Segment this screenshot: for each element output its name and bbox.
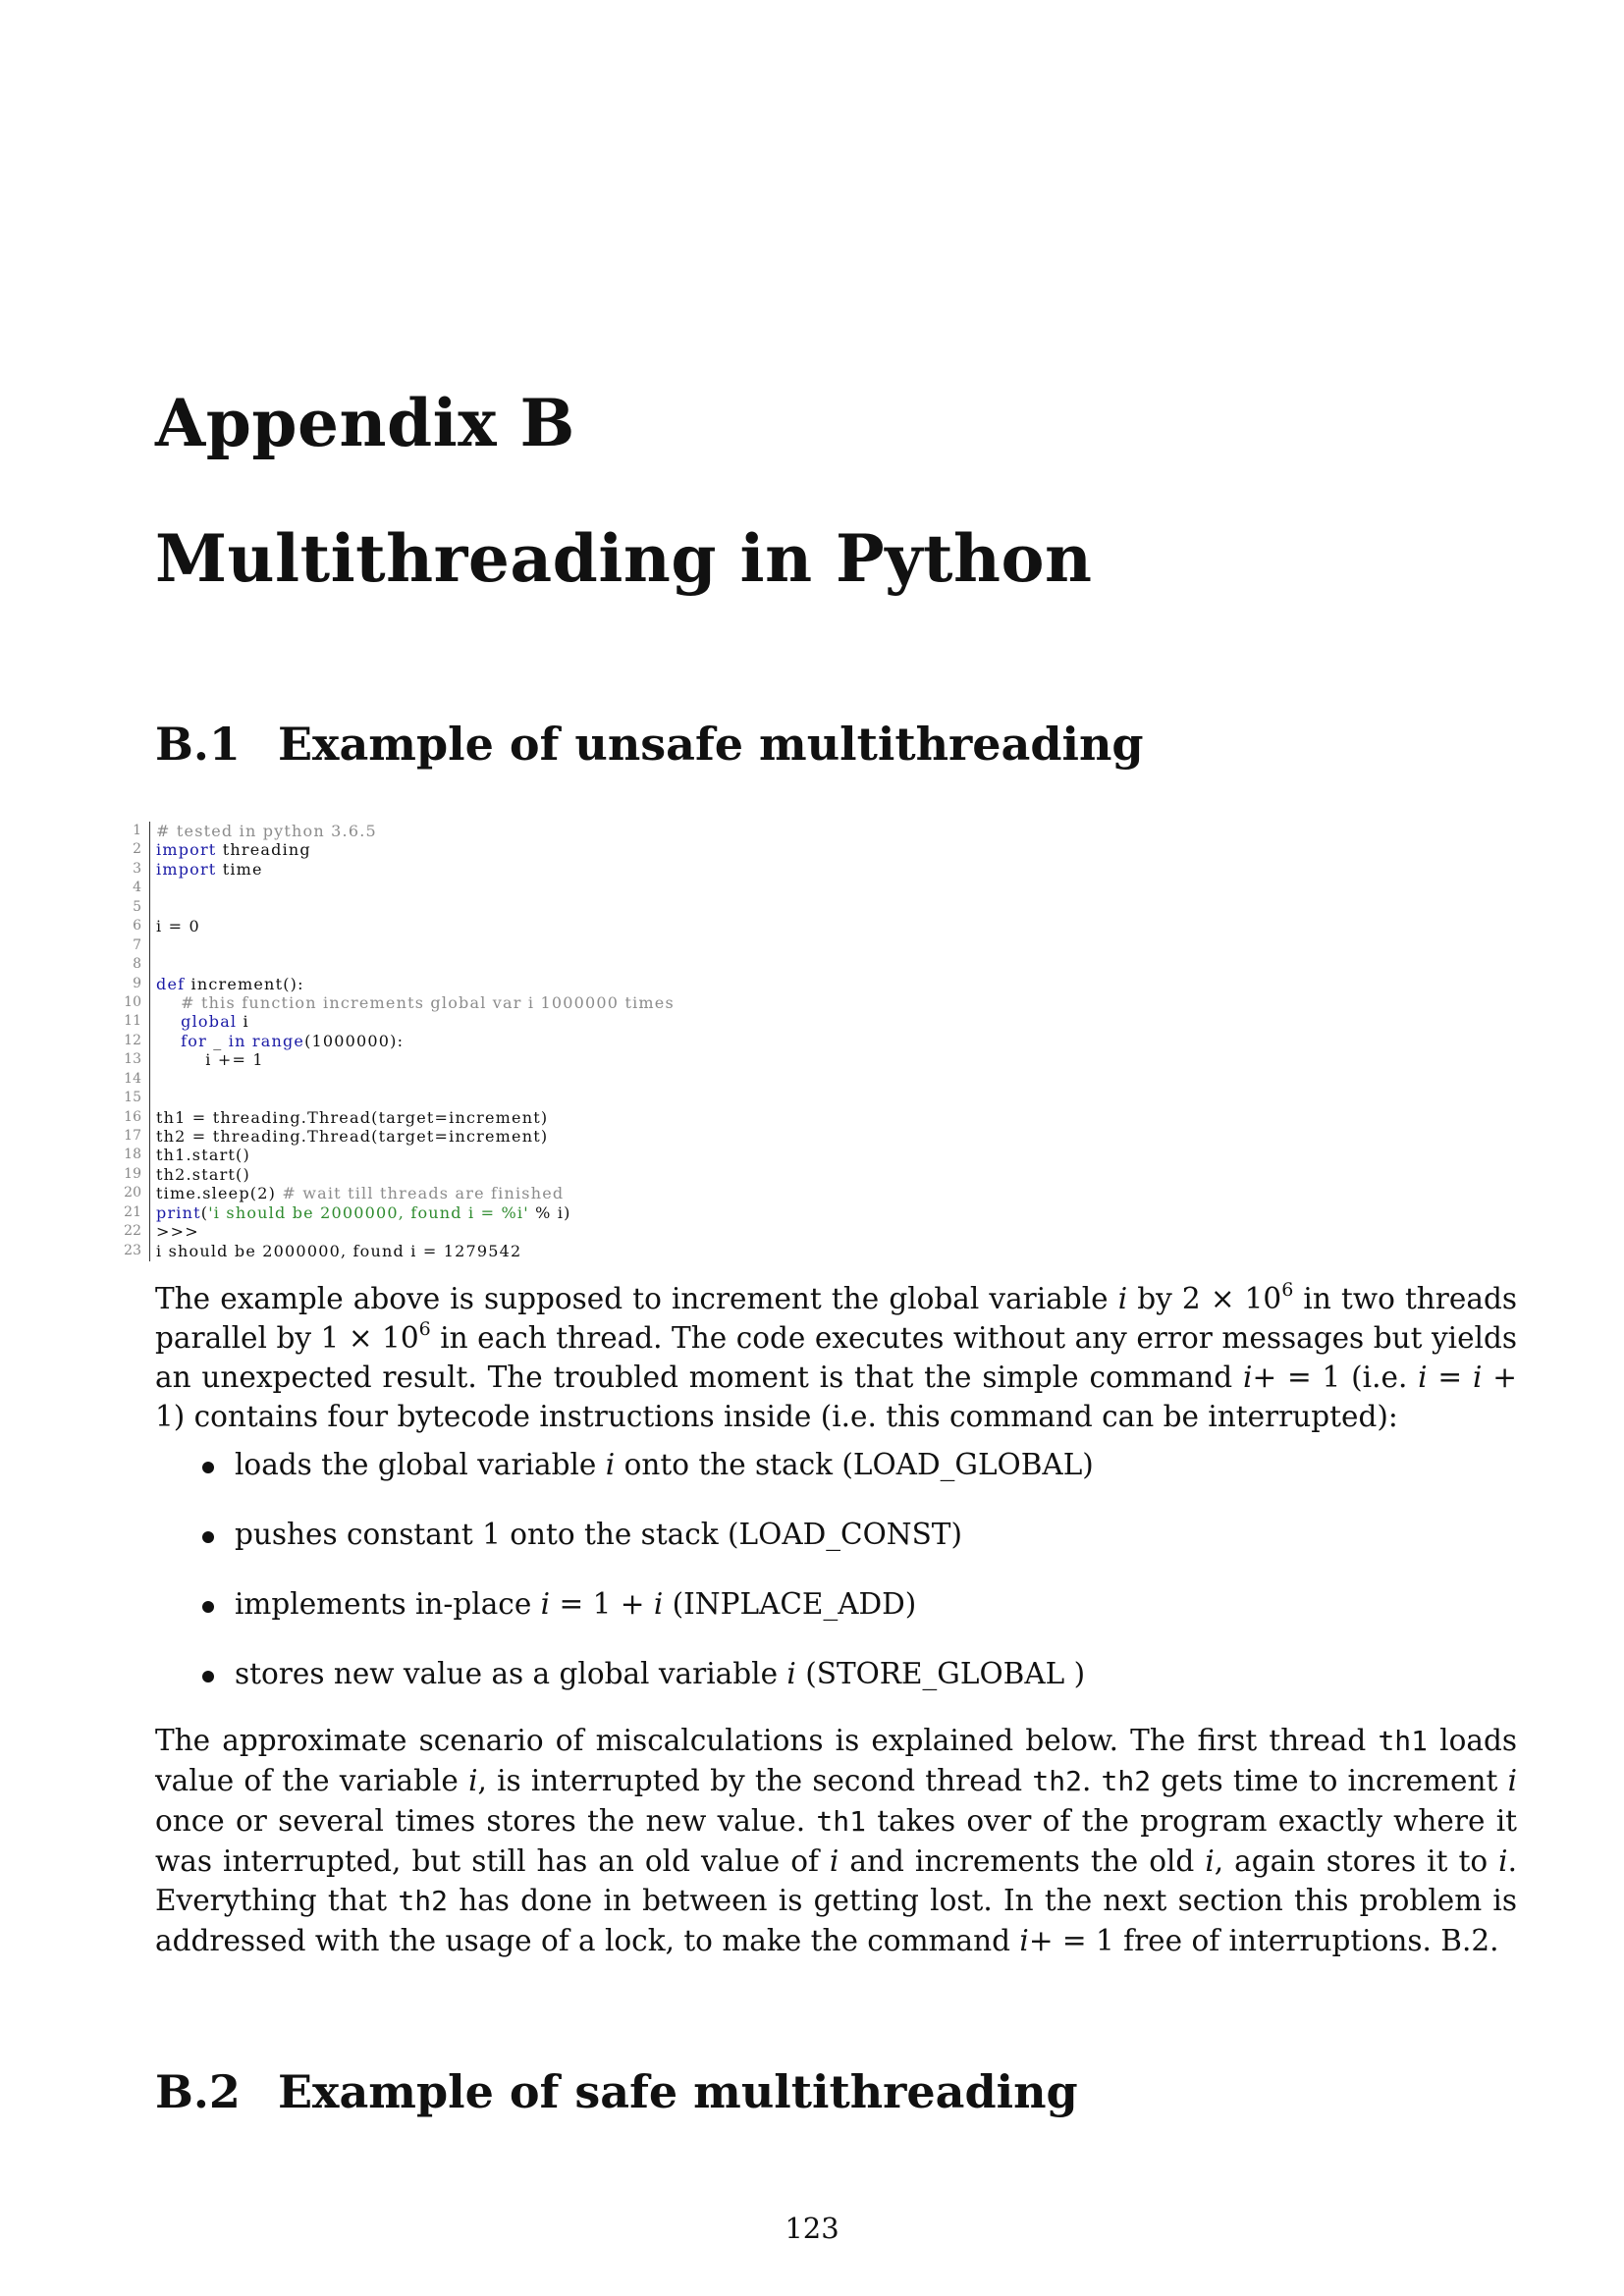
line-number: 16 bbox=[124, 1108, 141, 1125]
code-line bbox=[116, 1146, 882, 1164]
bullet-icon bbox=[202, 1531, 214, 1543]
code-line bbox=[116, 1012, 882, 1031]
bytecode-list bbox=[155, 1445, 1517, 1724]
code-text: i = 0 bbox=[156, 917, 200, 936]
code-line bbox=[116, 1050, 882, 1069]
code-line bbox=[116, 898, 882, 917]
line-number: 4 bbox=[133, 880, 141, 896]
line-number: 14 bbox=[124, 1070, 141, 1087]
code-string: 'i should be 2000000, found i = %i' bbox=[208, 1202, 529, 1222]
code-line bbox=[116, 1222, 882, 1241]
section-heading-b2 bbox=[155, 2065, 1078, 2118]
line-number: 7 bbox=[133, 936, 141, 953]
bullet-icon bbox=[202, 1671, 214, 1682]
code-line bbox=[116, 840, 882, 859]
line-number: 20 bbox=[124, 1185, 141, 1201]
code-comment: # wait till threads are finished bbox=[282, 1184, 565, 1203]
section-title: Example of unsafe multithreading bbox=[278, 718, 1144, 771]
line-number: 6 bbox=[133, 918, 141, 934]
code-line bbox=[116, 860, 882, 879]
line-number: 17 bbox=[124, 1128, 141, 1144]
line-number: 2 bbox=[133, 841, 141, 858]
code-line bbox=[116, 1108, 882, 1127]
code-text: th1 = threading.Thread(target=increment) bbox=[156, 1107, 549, 1127]
section-number: B.2 bbox=[155, 2065, 241, 2118]
code-keyword: global bbox=[181, 1012, 238, 1032]
line-number: 22 bbox=[124, 1223, 141, 1240]
bullet-icon bbox=[202, 1462, 214, 1473]
code-keyword: for bbox=[181, 1031, 207, 1050]
line-number: 13 bbox=[124, 1051, 141, 1068]
paragraph-explanation: The example above is supposed to increment the global variable i by $2 \times 10^6$ in two threads parallel by $1 \times 10^6$ in each thread. The code executes without any error messages but yields an unexpected result. The troubled moment is that the simple command i+ = 1 (i.e. i = i + 1) contains four bytecode instructions inside (i.e. this command can be interrupted): bbox=[155, 1279, 1517, 1433]
line-number: 12 bbox=[124, 1032, 141, 1048]
code-line bbox=[116, 1165, 882, 1184]
code-comment: # this function increments global var i 1000000 times bbox=[181, 992, 675, 1012]
section-title: Example of safe multithreading bbox=[278, 2065, 1078, 2118]
code-line: 12 for _ in range(1000000): bbox=[116, 1032, 882, 1050]
line-number: 11 bbox=[124, 1013, 141, 1030]
line-number: 21 bbox=[124, 1203, 141, 1220]
code-comment: # tested in python 3.6.5 bbox=[156, 822, 377, 840]
line-number: 5 bbox=[133, 898, 141, 915]
code-line bbox=[116, 1070, 882, 1089]
line-number: 10 bbox=[124, 993, 141, 1010]
line-number: 9 bbox=[133, 975, 141, 991]
code-text: i += 1 bbox=[156, 1050, 264, 1070]
line-number: 15 bbox=[124, 1090, 141, 1106]
chapter-label: Appendix B bbox=[155, 385, 575, 461]
line-number: 1 bbox=[133, 823, 141, 838]
line-number: 18 bbox=[124, 1147, 141, 1163]
code-line bbox=[116, 917, 882, 935]
code-keyword: in bbox=[228, 1031, 246, 1050]
code-text: >>> bbox=[156, 1222, 199, 1242]
code-line: 21 print('i should be 2000000, found i = %i' % i) bbox=[116, 1203, 882, 1222]
code-text: th1.start() bbox=[156, 1146, 250, 1165]
list-item: implements in-place i = 1 + i (INPLACE_ADD) bbox=[155, 1584, 1517, 1654]
list-item: stores new value as a global variable i (STORE_GLOBAL ) bbox=[155, 1654, 1517, 1724]
code-text: i should be 2000000, found i = 1279542 bbox=[156, 1241, 522, 1260]
code-text: time.sleep(2) bbox=[156, 1184, 283, 1203]
code-text: % i) bbox=[528, 1202, 571, 1222]
section-heading-b1 bbox=[155, 718, 1144, 771]
code-text: threading bbox=[216, 840, 311, 860]
line-number: 19 bbox=[124, 1165, 141, 1182]
section-number: B.1 bbox=[155, 718, 241, 771]
page-number: 123 bbox=[785, 2212, 839, 2245]
code-keyword: def bbox=[156, 974, 186, 993]
code-text: th2 = threading.Thread(target=increment) bbox=[156, 1127, 549, 1146]
list-item: loads the global variable i onto the stack (LOAD_GLOBAL) bbox=[155, 1445, 1517, 1515]
code-text: i bbox=[237, 1012, 249, 1032]
chapter-title: Multithreading in Python bbox=[155, 520, 1093, 597]
bullet-icon bbox=[202, 1601, 214, 1613]
paragraph-scenario: The approximate scenario of miscalculations is explained below. The first thread th1 loads value of the variable i, is interrupted by the second thread th2. th2 gets time to increment i once or several times stores the new value. th1 takes over of the program exactly where it was interrupted, but still has an old value of i and increments the old i, again stores it to i. Everything that th2 has done in between is getting lost. In the next section this problem is addressed with the usage of a lock, to make the command i+ = 1 free of interruptions. B.2. bbox=[155, 1724, 1517, 1957]
code-line bbox=[116, 975, 882, 993]
code-line bbox=[116, 955, 882, 974]
line-number: 3 bbox=[133, 860, 141, 877]
code-line bbox=[116, 1242, 882, 1260]
code-text: increment(): bbox=[185, 974, 304, 993]
code-text: (1000000): bbox=[304, 1031, 405, 1050]
code-line bbox=[116, 993, 882, 1012]
code-line bbox=[116, 879, 882, 897]
line-number: 23 bbox=[124, 1242, 141, 1258]
code-keyword: import bbox=[156, 859, 217, 879]
code-line bbox=[116, 1184, 882, 1202]
code-text: th2.start() bbox=[156, 1164, 250, 1184]
code-line bbox=[116, 1089, 882, 1107]
code-listing bbox=[116, 822, 882, 1260]
list-item: pushes constant 1 onto the stack (LOAD_CONST) bbox=[155, 1515, 1517, 1584]
code-line bbox=[116, 1127, 882, 1146]
line-number: 8 bbox=[133, 956, 141, 973]
code-keyword: print bbox=[156, 1202, 201, 1222]
code-keyword: import bbox=[156, 840, 217, 860]
code-line bbox=[116, 936, 882, 955]
code-line bbox=[116, 822, 882, 840]
code-text: time bbox=[216, 859, 263, 879]
code-keyword: range bbox=[251, 1031, 305, 1050]
